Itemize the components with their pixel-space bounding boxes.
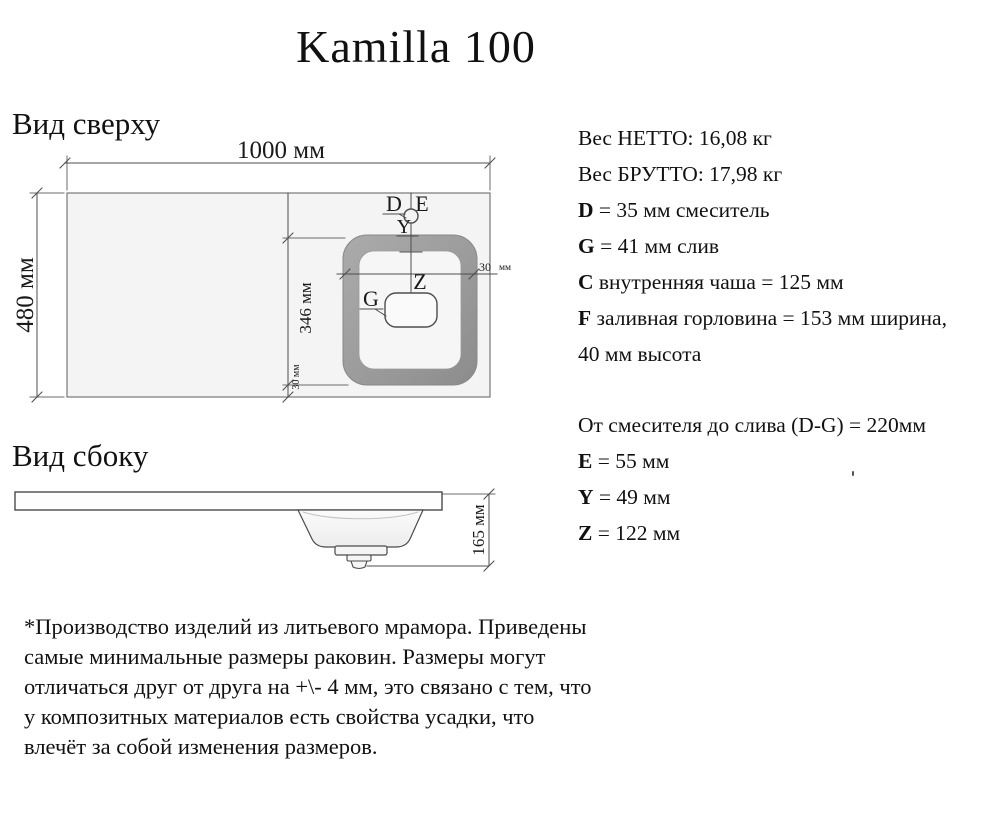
- spec-g: G = 41 мм слив: [578, 234, 719, 258]
- spec-f: F заливная горловина = 153 мм ширина,: [578, 306, 947, 330]
- dim-right-margin-value: 30: [479, 260, 491, 274]
- spec-e: E = 55 мм: [578, 449, 670, 473]
- side-view-drawing: [15, 489, 494, 571]
- top-view-label: Вид сверху: [12, 106, 161, 141]
- footnote: [24, 612, 644, 762]
- page-title: Kamilla 100: [296, 21, 536, 72]
- footnote-line: *Производство изделий из литьевого мрамора. Приведены: [24, 614, 587, 639]
- spec-dg-distance: От смесителя до слива (D-G) = 220мм: [578, 413, 926, 437]
- label-g: G: [363, 286, 379, 311]
- spec-gross-weight: Вес БРУТТО: 17,98 кг: [578, 162, 783, 186]
- label-e: E: [415, 191, 429, 216]
- side-view-label: Вид сбоку: [12, 438, 149, 473]
- dim-bottom-margin-text: 30 мм: [291, 364, 302, 390]
- footnote-line: отличаться друг от друга на +\- 4 мм, это связано с тем, что: [24, 674, 592, 699]
- side-drain-cup: [351, 561, 367, 569]
- side-drain-step2: [347, 555, 371, 561]
- spec-d: D = 35 мм смеситель: [578, 198, 770, 222]
- side-countertop: [15, 492, 442, 510]
- side-drain-step1: [335, 546, 387, 555]
- label-z: Z: [413, 269, 427, 294]
- spec-f-height: 40 мм высота: [578, 342, 702, 366]
- spec-c: C внутренняя чаша = 125 мм: [578, 270, 844, 294]
- dim-height-text: 480 мм: [12, 257, 39, 333]
- spec-y: Y = 49 мм: [578, 485, 671, 509]
- dim-width-text: 1000 мм: [237, 137, 325, 164]
- speck-mark: [852, 471, 854, 476]
- dim-right-margin-unit: мм: [499, 263, 512, 273]
- spec-list: [578, 120, 978, 551]
- dim-side-height-text: 165 мм: [469, 504, 488, 556]
- drain-outline: [385, 293, 437, 327]
- dim-bowl-height-text: 346 мм: [296, 282, 315, 334]
- footnote-line: влечёт за собой изменения размеров.: [24, 734, 378, 759]
- spec-z: Z = 122 мм: [578, 521, 681, 545]
- footnote-line: у композитных материалов есть свойства усадки, что: [24, 704, 535, 729]
- spec-gap: [578, 372, 978, 407]
- top-view-drawing: [12, 137, 511, 494]
- label-d: D: [386, 191, 402, 216]
- label-y: Y: [396, 216, 412, 238]
- footnote-line: самые минимальные размеры раковин. Размеры могут: [24, 644, 546, 669]
- spec-net-weight: Вес НЕТТО: 16,08 кг: [578, 126, 772, 150]
